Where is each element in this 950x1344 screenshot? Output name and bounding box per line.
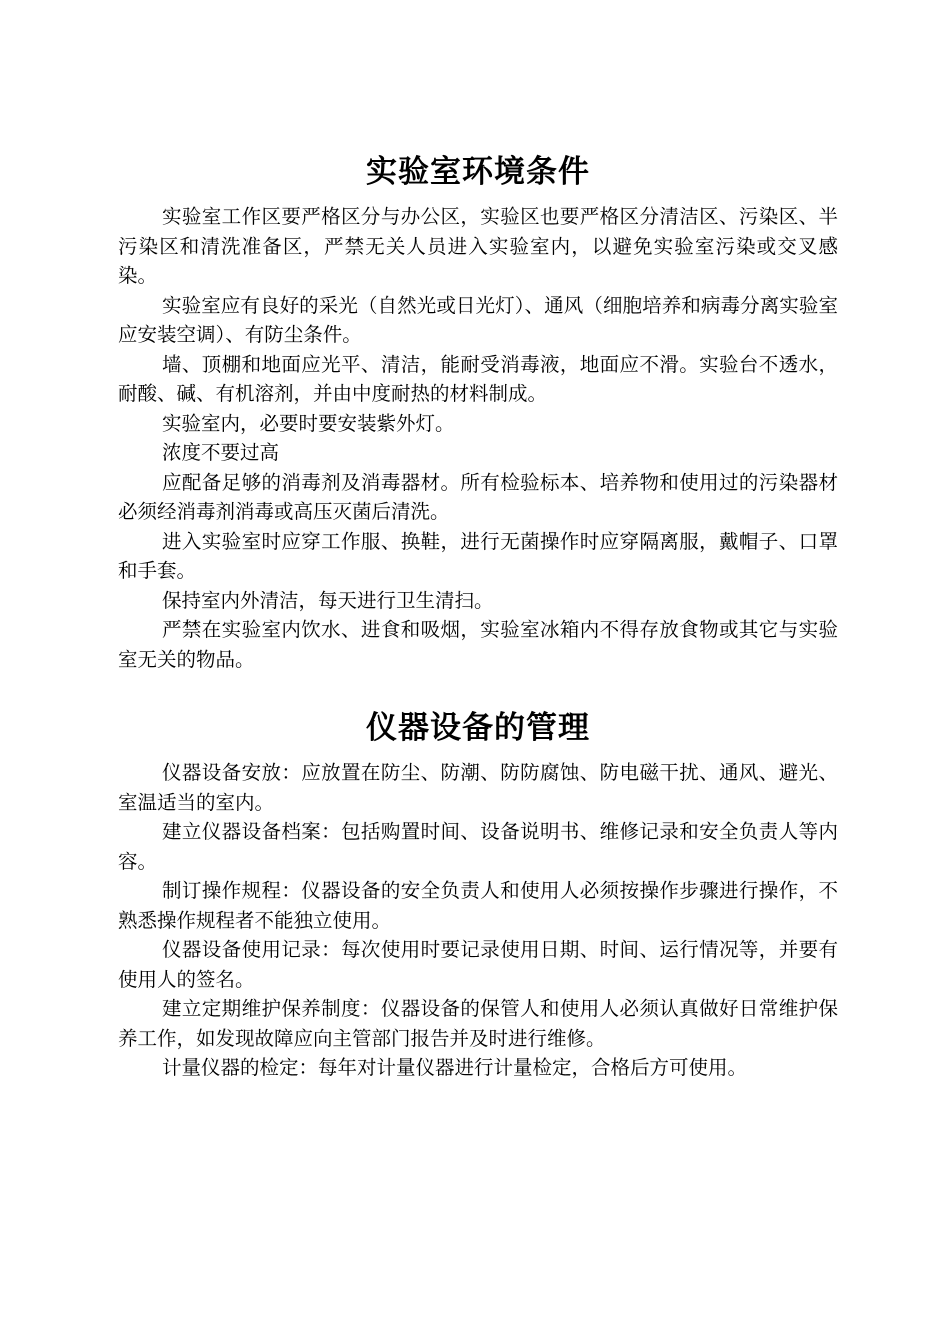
paragraph: 制订操作规程：仪器设备的安全负责人和使用人必须按操作步骤进行操作，不熟悉操作规程者不能独立使用。 [118,879,838,932]
paragraph: 建立仪器设备档案：包括购置时间、设备说明书、维修记录和安全负责人等内容。 [118,820,838,873]
paragraph: 仪器设备安放：应放置在防尘、防潮、防防腐蚀、防电磁干扰、通风、避光、室温适当的室内。 [118,761,838,814]
paragraph: 实验室内，必要时要安装紫外灯。 [162,411,455,435]
paragraph: 墙、顶棚和地面应光平、清洁，能耐受消毒液，地面应不滑。实验台不透水，耐酸、碱、有机溶剂，并由中度耐热的材料制成。 [118,352,838,405]
document-body [118,148,838,1083]
paragraph: 应配备足够的消毒剂及消毒器材。所有检验标本、培养物和使用过的污染器材必须经消毒剂消毒或高压灭菌后清洗。 [118,470,838,523]
paragraph: 严禁在实验室内饮水、进食和吸烟，实验室冰箱内不得存放食物或其它与实验室无关的物品。 [118,618,838,671]
paragraph: 建立定期维护保养制度：仪器设备的保管人和使用人必须认真做好日常维护保养工作，如发现故障应向主管部门报告并及时进行维修。 [118,997,838,1050]
section-title-lab-environment: 实验室环境条件 [366,154,590,190]
section-title-equipment-management: 仪器设备的管理 [366,710,590,746]
paragraph: 实验室应有良好的采光（自然光或日光灯）、通风（细胞培养和病毒分离实验室应安装空调）、有防尘条件。 [118,293,838,346]
paragraph: 进入实验室时应穿工作服、换鞋，进行无菌操作时应穿隔离服，戴帽子、口罩和手套。 [118,529,838,582]
paragraph: 保持室内外清洁，每天进行卫生清扫。 [162,588,494,612]
paragraph: 浓度不要过高 [162,441,280,464]
paragraph: 仪器设备使用记录：每次使用时要记录使用日期、时间、运行情况等，并要有使用人的签名。 [118,938,838,991]
paragraph: 计量仪器的检定：每年对计量仪器进行计量检定，合格后方可使用。 [162,1056,748,1079]
paragraph: 实验室工作区要严格区分与办公区，实验区也要严格区分清洁区、污染区、半污染区和清洗准备区，严禁无关人员进入实验室内，以避免实验室污染或交叉感染。 [118,205,838,287]
